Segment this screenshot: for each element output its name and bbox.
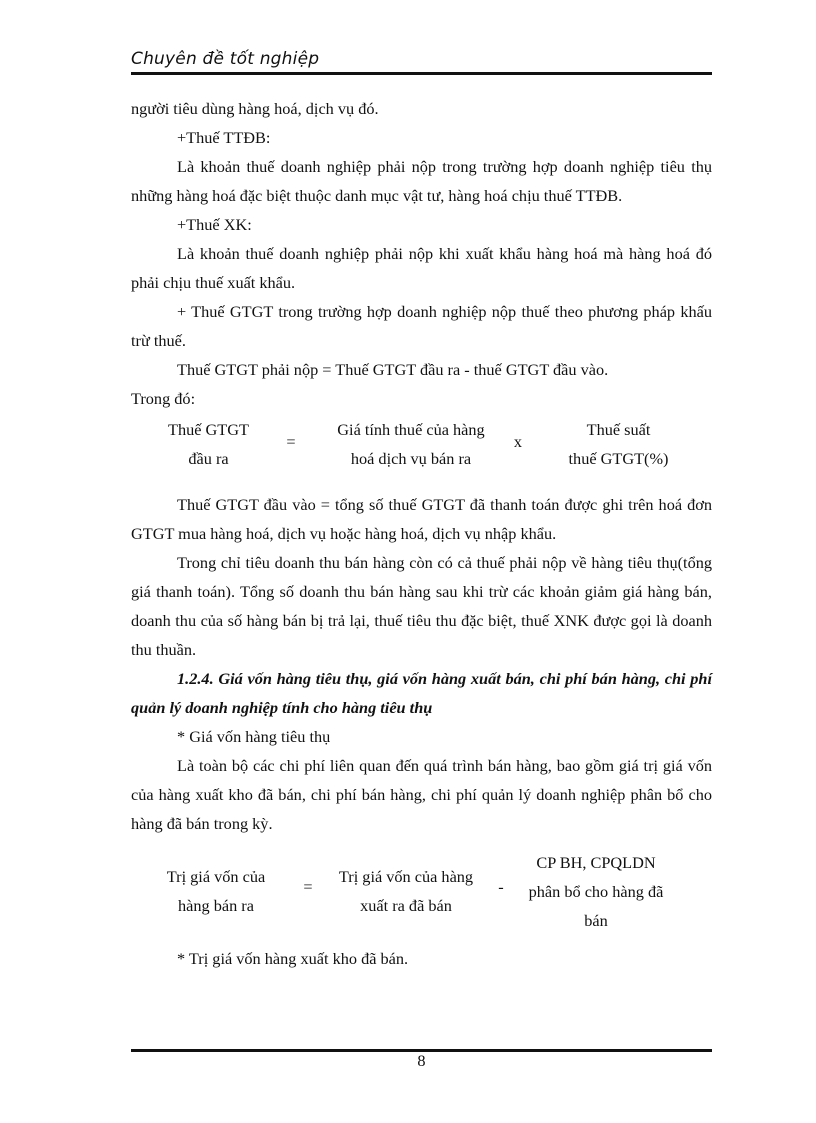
paragraph: +Thuế TTĐB: bbox=[177, 128, 271, 147]
vat-output-formula bbox=[131, 415, 712, 479]
equals-sign: = bbox=[303, 877, 313, 896]
paragraph: Trong chỉ tiêu doanh thu bán hàng còn có cả thuế phải nộp về hàng tiêu thụ(tổng giá thanh toán). Tổng số doanh thu bán hàng sau khi trừ các khoản giảm giá hàng bán, doanh thu của số hàng bán bị trả lại, thuế tiêu thu đặc biệt, thuế XNK được gọi là doanh thu thuần. bbox=[131, 553, 712, 659]
page-content bbox=[131, 94, 712, 973]
equals-sign: = bbox=[286, 432, 296, 451]
formula-left-term: Thuế GTGT đầu ra bbox=[168, 420, 249, 468]
paragraph: +Thuế XK: bbox=[177, 215, 252, 234]
formula-middle-term: Trị giá vốn của hàng xuất ra đã bán bbox=[338, 867, 474, 915]
formula-right-term: CP BH, CPQLDN phân bổ cho hàng đã bán bbox=[528, 853, 664, 930]
paragraph: Thuế GTGT đầu vào = tổng số thuế GTGT đã thanh toán được ghi trên hoá đơn GTGT mua hàng hoá, dịch vụ hoặc hàng hoá, dịch vụ nhập khẩu. bbox=[131, 495, 712, 543]
formula-left-term: Trị giá vốn của hàng bán ra bbox=[166, 867, 266, 915]
header-rule bbox=[131, 72, 712, 75]
cost-of-goods-formula bbox=[131, 848, 712, 932]
multiply-sign: x bbox=[513, 432, 523, 451]
paragraph: Là khoản thuế doanh nghiệp phải nộp trong trường hợp doanh nghiệp tiêu thụ những hàng hoá đặc biệt thuộc danh mục vật tư, hàng hoá chịu thuế TTĐB. bbox=[131, 157, 712, 205]
formula-middle-term: Giá tính thuế của hàng hoá dịch vụ bán ra bbox=[337, 420, 485, 468]
paragraph: Thuế GTGT phải nộp = Thuế GTGT đầu ra - thuế GTGT đầu vào. bbox=[177, 360, 609, 379]
formula-right-term: Thuế suất thuế GTGT(%) bbox=[568, 420, 669, 468]
paragraph: Là khoản thuế doanh nghiệp phải nộp khi xuất khẩu hàng hoá mà hàng hoá đó phải chịu thuế xuất khẩu. bbox=[131, 244, 712, 292]
section-heading: 1.2.4. Giá vốn hàng tiêu thụ, giá vốn hàng xuất bán, chi phí bán hàng, chi phí quản lý doanh nghiệp tính cho hàng tiêu thụ bbox=[131, 669, 712, 717]
paragraph: + Thuế GTGT trong trường hợp doanh nghiệp nộp thuế theo phương pháp khấu trừ thuế. bbox=[131, 302, 712, 350]
paragraph: Là toàn bộ các chi phí liên quan đến quá trình bán hàng, bao gồm giá trị giá vốn của hàng xuất kho đã bán, chi phí bán hàng, chi phí quản lý doanh nghiệp phân bổ cho hàng đã bán trong kỳ. bbox=[131, 756, 712, 833]
header-title: Chuyên đề tốt nghiệp bbox=[131, 49, 320, 69]
page-number: 8 bbox=[417, 1051, 426, 1070]
paragraph: người tiêu dùng hàng hoá, dịch vụ đó. bbox=[131, 99, 379, 118]
minus-sign: - bbox=[498, 877, 504, 896]
paragraph: * Giá vốn hàng tiêu thụ bbox=[177, 727, 331, 746]
paragraph: * Trị giá vốn hàng xuất kho đã bán. bbox=[177, 949, 409, 968]
paragraph: Trong đó: bbox=[131, 389, 196, 408]
